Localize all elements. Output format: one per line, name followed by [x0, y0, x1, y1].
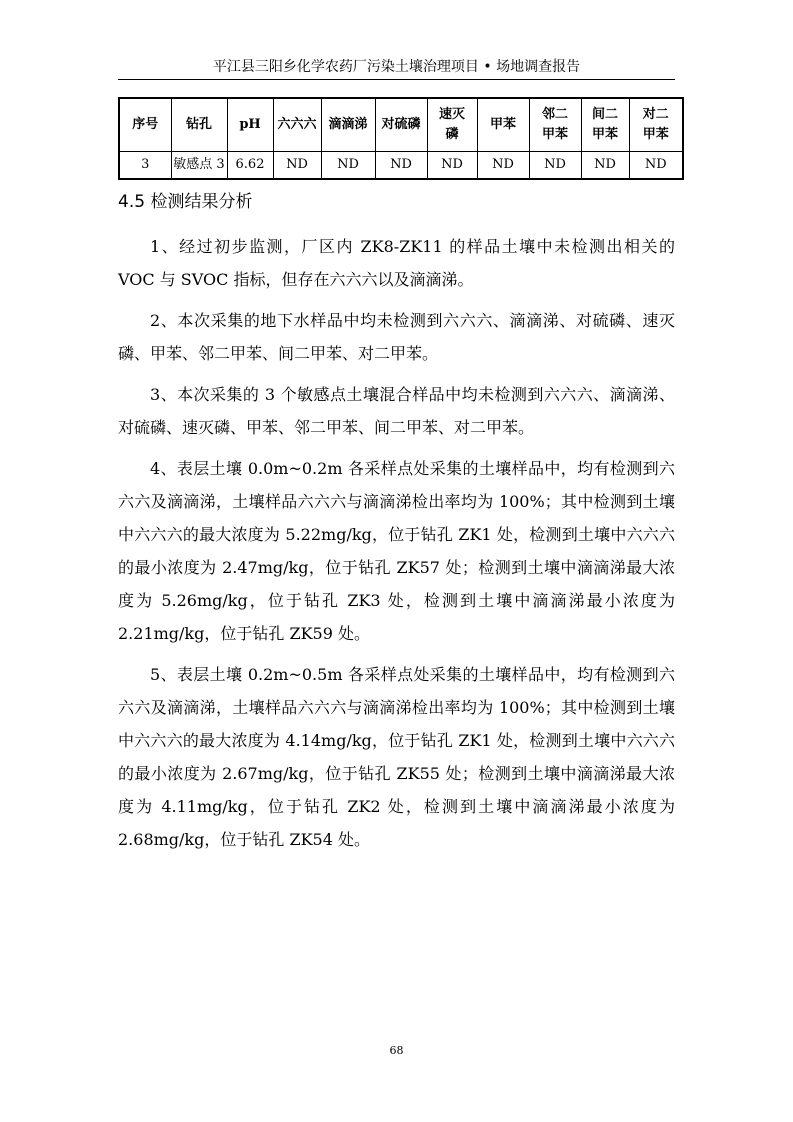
column-header-borehole: 钻孔 [171, 98, 227, 152]
table-cell: 敏感点 3 [171, 152, 227, 180]
paragraph: 4、表层土壤 0.0m~0.2m 各采样点处采集的土壤样品中，均有检测到六六六及滴滴涕，土壤样品六六六与滴滴涕检出率均为 100%；其中检测到土壤中六六六的最大浓度为 5.22mg/kg，位于钻孔 ZK1 处，检测到土壤中六六六的最小浓度为 2.47mg/kg，位于钻孔 ZK57 处；检测到土壤中滴滴涕最大浓度为 5.26mg/kg，位于钻孔 ZK3 处，检测到土壤中滴滴涕最小浓度为 2.21mg/kg，位于钻孔 ZK59 处。 [118, 459, 675, 643]
column-header-ph: pH [227, 98, 273, 152]
column-header-mevinphos-label: 速灭磷 [438, 107, 465, 142]
table-cell: ND [477, 152, 529, 180]
header-rule [118, 79, 675, 80]
table-cell: ND [321, 152, 375, 180]
table-cell: 6.62 [227, 152, 273, 180]
column-header-p-xylene-label: 对二甲苯 [642, 107, 669, 142]
column-header-index: 序号 [119, 98, 171, 152]
paragraph: 5、表层土壤 0.2m~0.5m 各采样点处采集的土壤样品中，均有检测到六六六及滴滴涕，土壤样品六六六与滴滴涕检出率均为 100%；其中检测到土壤中六六六的最大浓度为 4.14mg/kg，位于钻孔 ZK1 处，检测到土壤中六六六的最小浓度为 2.67mg/kg，位于钻孔 ZK55 处；检测到土壤中滴滴涕最大浓度为 4.11mg/kg，位于钻孔 ZK2 处，检测到土壤中滴滴涕最小浓度为 2.68mg/kg，位于钻孔 ZK54 处。 [118, 665, 675, 849]
detection-results-table [118, 97, 684, 180]
column-header-mevinphos [427, 98, 477, 152]
column-header-toluene: 甲苯 [477, 98, 529, 152]
table-row [119, 152, 683, 180]
column-header-hch: 六六六 [273, 98, 321, 152]
table-cell: ND [427, 152, 477, 180]
column-header-m-xylene [581, 98, 629, 152]
analysis-body [118, 230, 675, 864]
paragraph: 3、本次采集的 3 个敏感点土壤混合样品中均未检测到六六六、滴滴涕、对硫磷、速灭磷、甲苯、邻二甲苯、间二甲苯、对二甲苯。 [118, 385, 675, 437]
column-header-o-xylene [529, 98, 581, 152]
running-header: 平江县三阳乡化学农药厂污染土壤治理项目 • 场地调查报告 [212, 59, 581, 75]
column-header-parathion: 对硫磷 [375, 98, 427, 152]
table-cell: ND [581, 152, 629, 180]
table-cell: ND [629, 152, 683, 180]
section-heading: 4.5 检测结果分析 [118, 192, 253, 212]
table-cell: 3 [119, 152, 171, 180]
column-header-p-xylene [629, 98, 683, 152]
table-cell: ND [529, 152, 581, 180]
column-header-ddt: 滴滴涕 [321, 98, 375, 152]
table-cell: ND [273, 152, 321, 180]
page-number: 68 [389, 1044, 404, 1057]
table-header-row [119, 98, 683, 152]
table-cell: ND [375, 152, 427, 180]
paragraph: 1、经过初步监测，厂区内 ZK8-ZK11 的样品土壤中未检测出相关的 VOC 与 SVOC 指标，但存在六六六以及滴滴涕。 [118, 237, 675, 289]
column-header-m-xylene-label: 间二甲苯 [591, 107, 618, 142]
column-header-o-xylene-label: 邻二甲苯 [541, 107, 568, 142]
paragraph: 2、本次采集的地下水样品中均未检测到六六六、滴滴涕、对硫磷、速灭磷、甲苯、邻二甲苯、间二甲苯、对二甲苯。 [118, 311, 675, 363]
